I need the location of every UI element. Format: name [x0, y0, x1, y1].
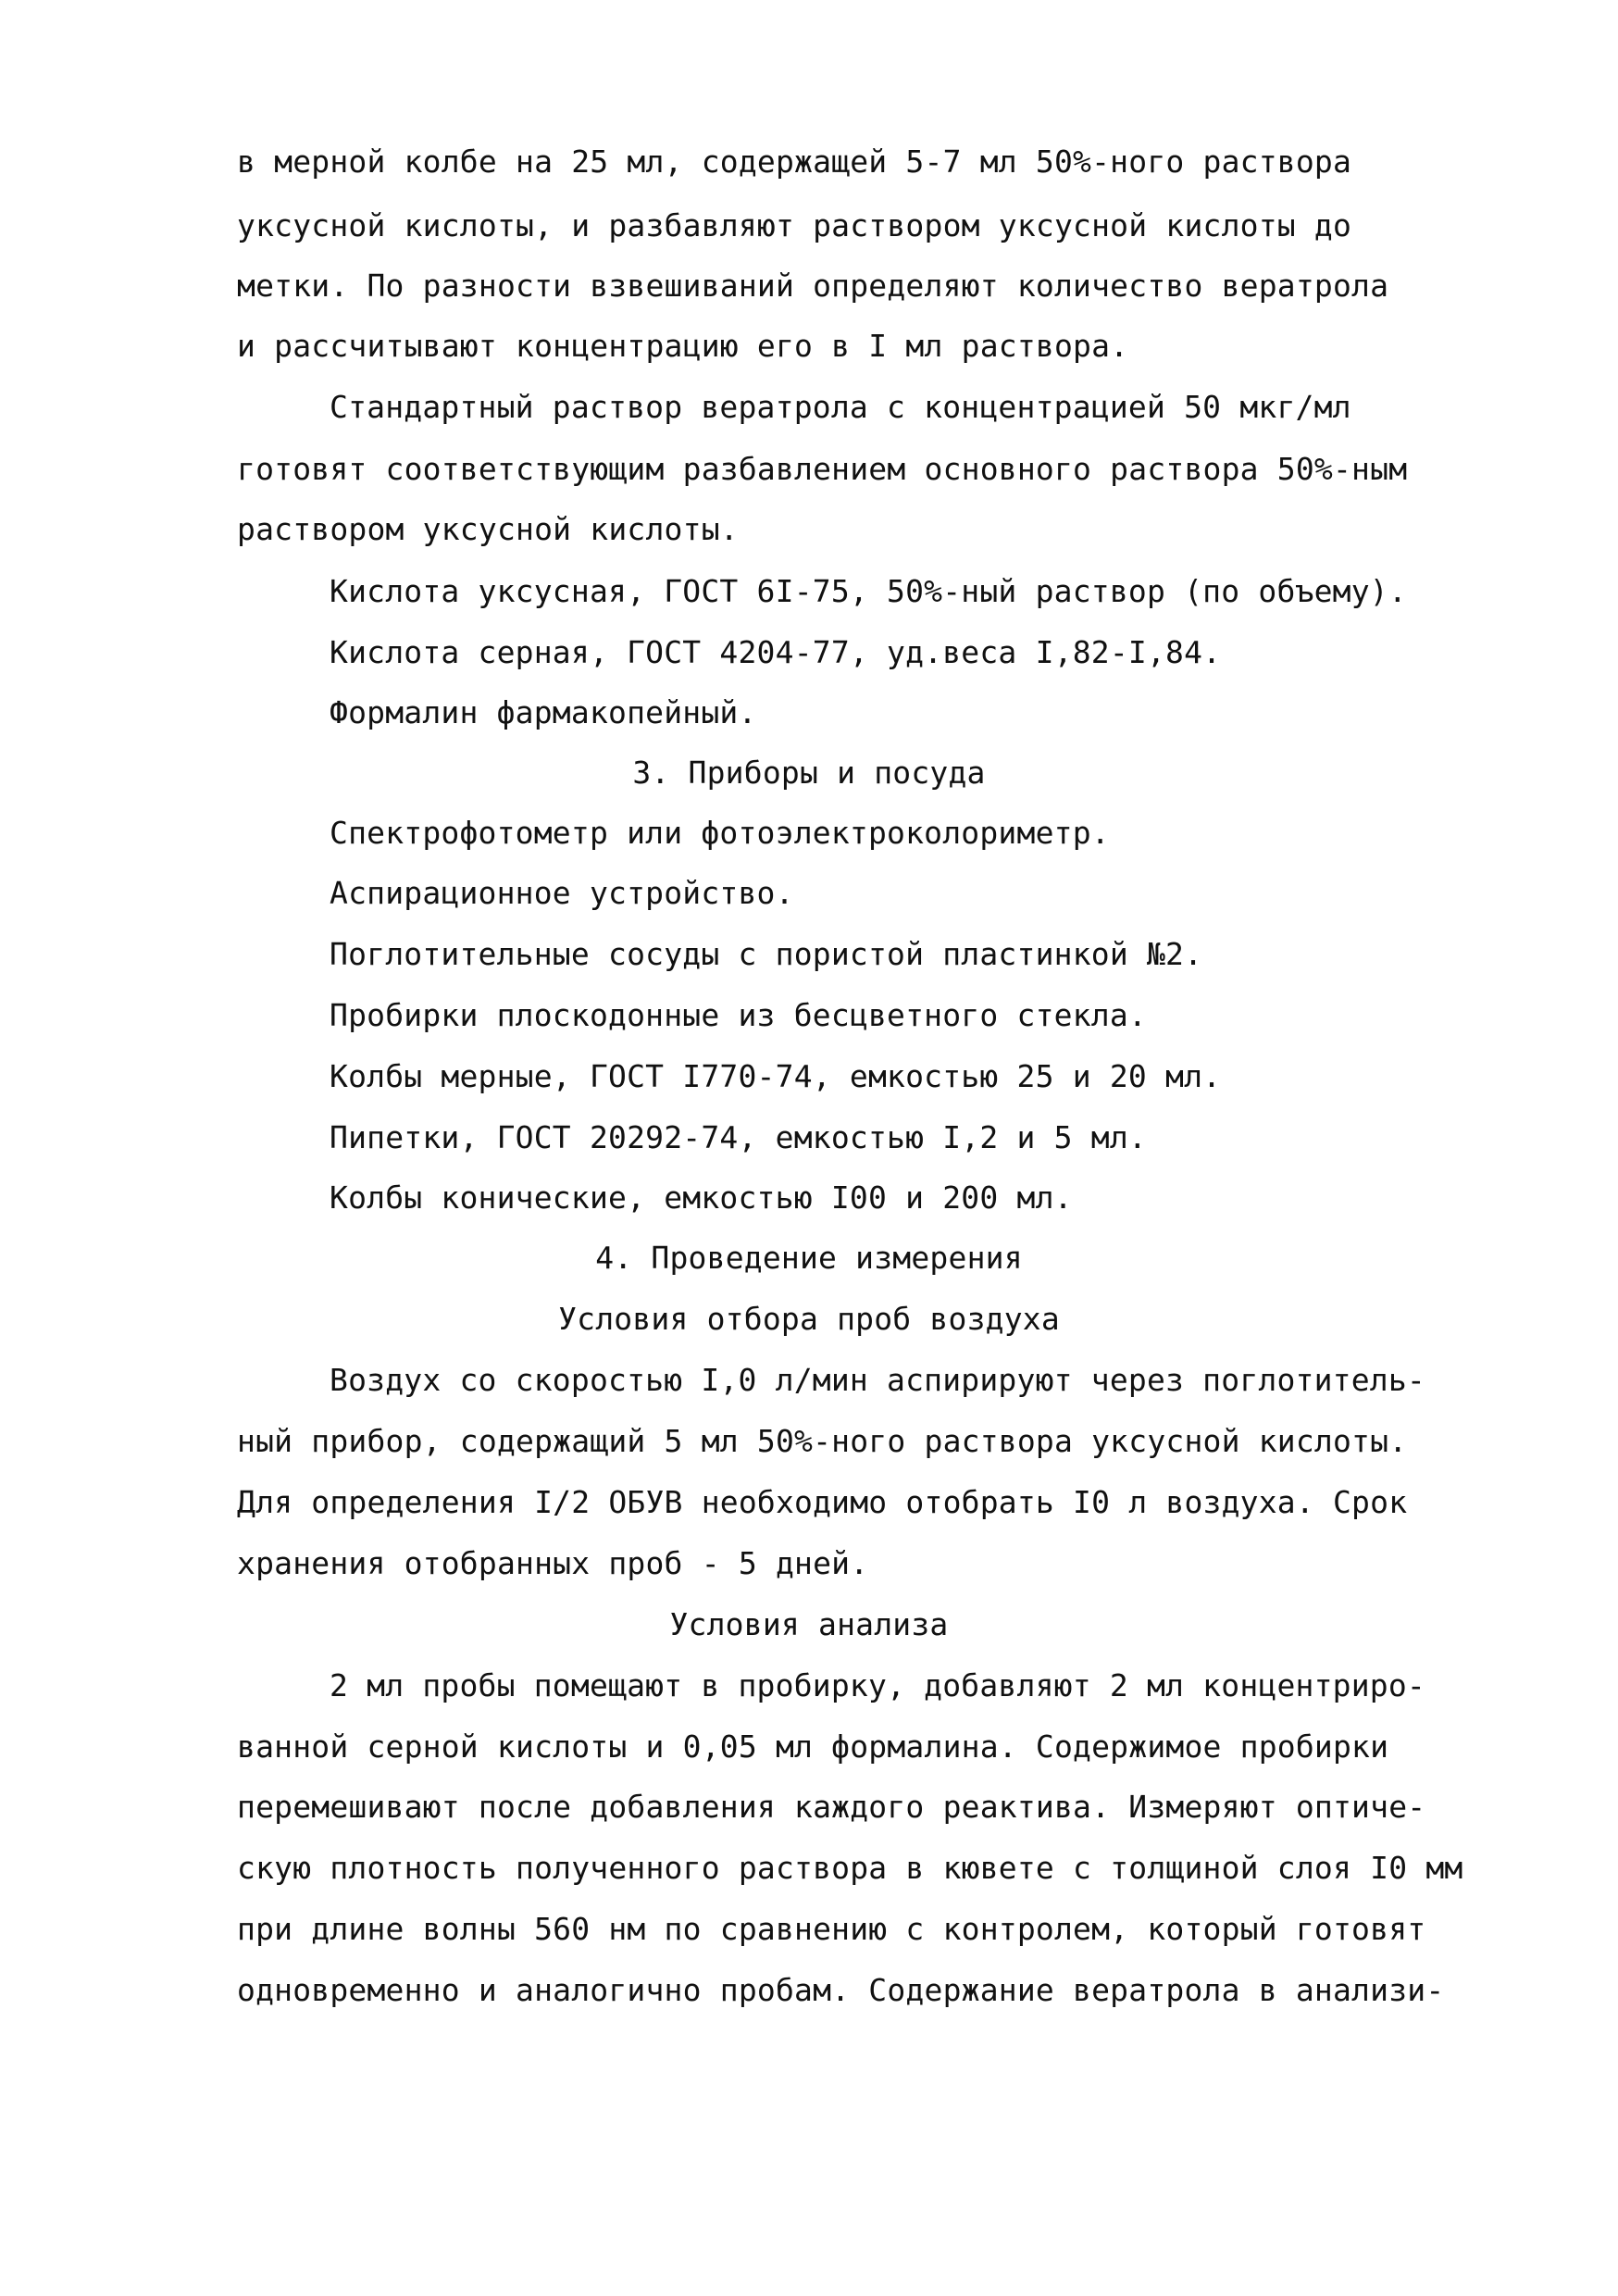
equipment-item: Спектрофотометр или фотоэлектроколориметр.	[330, 815, 1110, 851]
reagent-item: Кислота серная, ГОСТ 4204-77, уд.веса I,82-I,84.	[330, 634, 1222, 670]
text-line: метки. По разности взвешиваний определяют количество вератрола	[237, 268, 1389, 304]
subsection-heading: Условия анализа	[669, 1606, 949, 1642]
subsection-heading: Условия отбора проб воздуха	[558, 1301, 1060, 1337]
text-line: перемешивают после добавления каждого реактива. Измеряют оптиче-	[237, 1789, 1426, 1825]
text-line: хранения отобранных проб - 5 дней.	[237, 1545, 869, 1581]
section-heading: 4. Проведение измерения	[595, 1240, 1023, 1276]
equipment-item: Колбы конические, емкостью I00 и 200 мл.	[330, 1179, 1073, 1216]
text-line: одновременно и аналогично пробам. Содержание вератрола в анализи-	[237, 1972, 1445, 2008]
text-line: Воздух со скоростью I,0 л/мин аспирируют через поглотитель-	[330, 1362, 1425, 1398]
text-line: Для определения I/2 ОБУВ необходимо отобрать I0 л воздуха. Срок	[237, 1484, 1408, 1520]
text-line: в мерной колбе на 25 мл, содержащей 5-7 мл 50%-ного раствора	[237, 144, 1352, 180]
equipment-item: Пипетки, ГОСТ 20292-74, емкостью I,2 и 5 мл.	[330, 1119, 1147, 1155]
text-line: при длине волны 560 нм по сравнению с контролем, который готовят	[237, 1911, 1426, 1947]
text-line: ванной серной кислоты и 0,05 мл формалина. Содержимое пробирки	[237, 1728, 1389, 1765]
equipment-item: Аспирационное устройство.	[330, 875, 794, 911]
equipment-item: Колбы мерные, ГОСТ I770-74, емкостью 25 и 20 мл.	[330, 1058, 1222, 1094]
text-line: раствором уксусной кислоты.	[237, 511, 739, 547]
text-line: уксусной кислоты, и разбавляют раствором уксусной кислоты до	[237, 207, 1352, 243]
section-heading: 3. Приборы и посуда	[632, 755, 986, 791]
text-line: 2 мл пробы помещают в пробирку, добавляют 2 мл концентриро-	[330, 1667, 1425, 1703]
text-line: готовят соответствующим разбавлением основного раствора 50%-ным	[237, 451, 1408, 487]
reagent-item: Кислота уксусная, ГОСТ 6I-75, 50%-ный раствор (по объему).	[330, 573, 1407, 609]
equipment-item: Пробирки плоскодонные из бесцветного стекла.	[330, 997, 1147, 1033]
text-line: и рассчитывают концентрацию его в I мл раствора.	[237, 328, 1129, 364]
reagent-item: Формалин фармакопейный.	[330, 694, 757, 730]
text-line: скую плотность полученного раствора в кювете с толщиной слоя I0 мм	[237, 1850, 1463, 1886]
text-line: ный прибор, содержащий 5 мл 50%-ного раствора уксусной кислоты.	[237, 1423, 1408, 1459]
text-line: Стандартный раствор вератрола с концентрацией 50 мкг/мл	[330, 389, 1351, 425]
equipment-item: Поглотительные сосуды с пористой пластинкой №2.	[330, 936, 1203, 972]
